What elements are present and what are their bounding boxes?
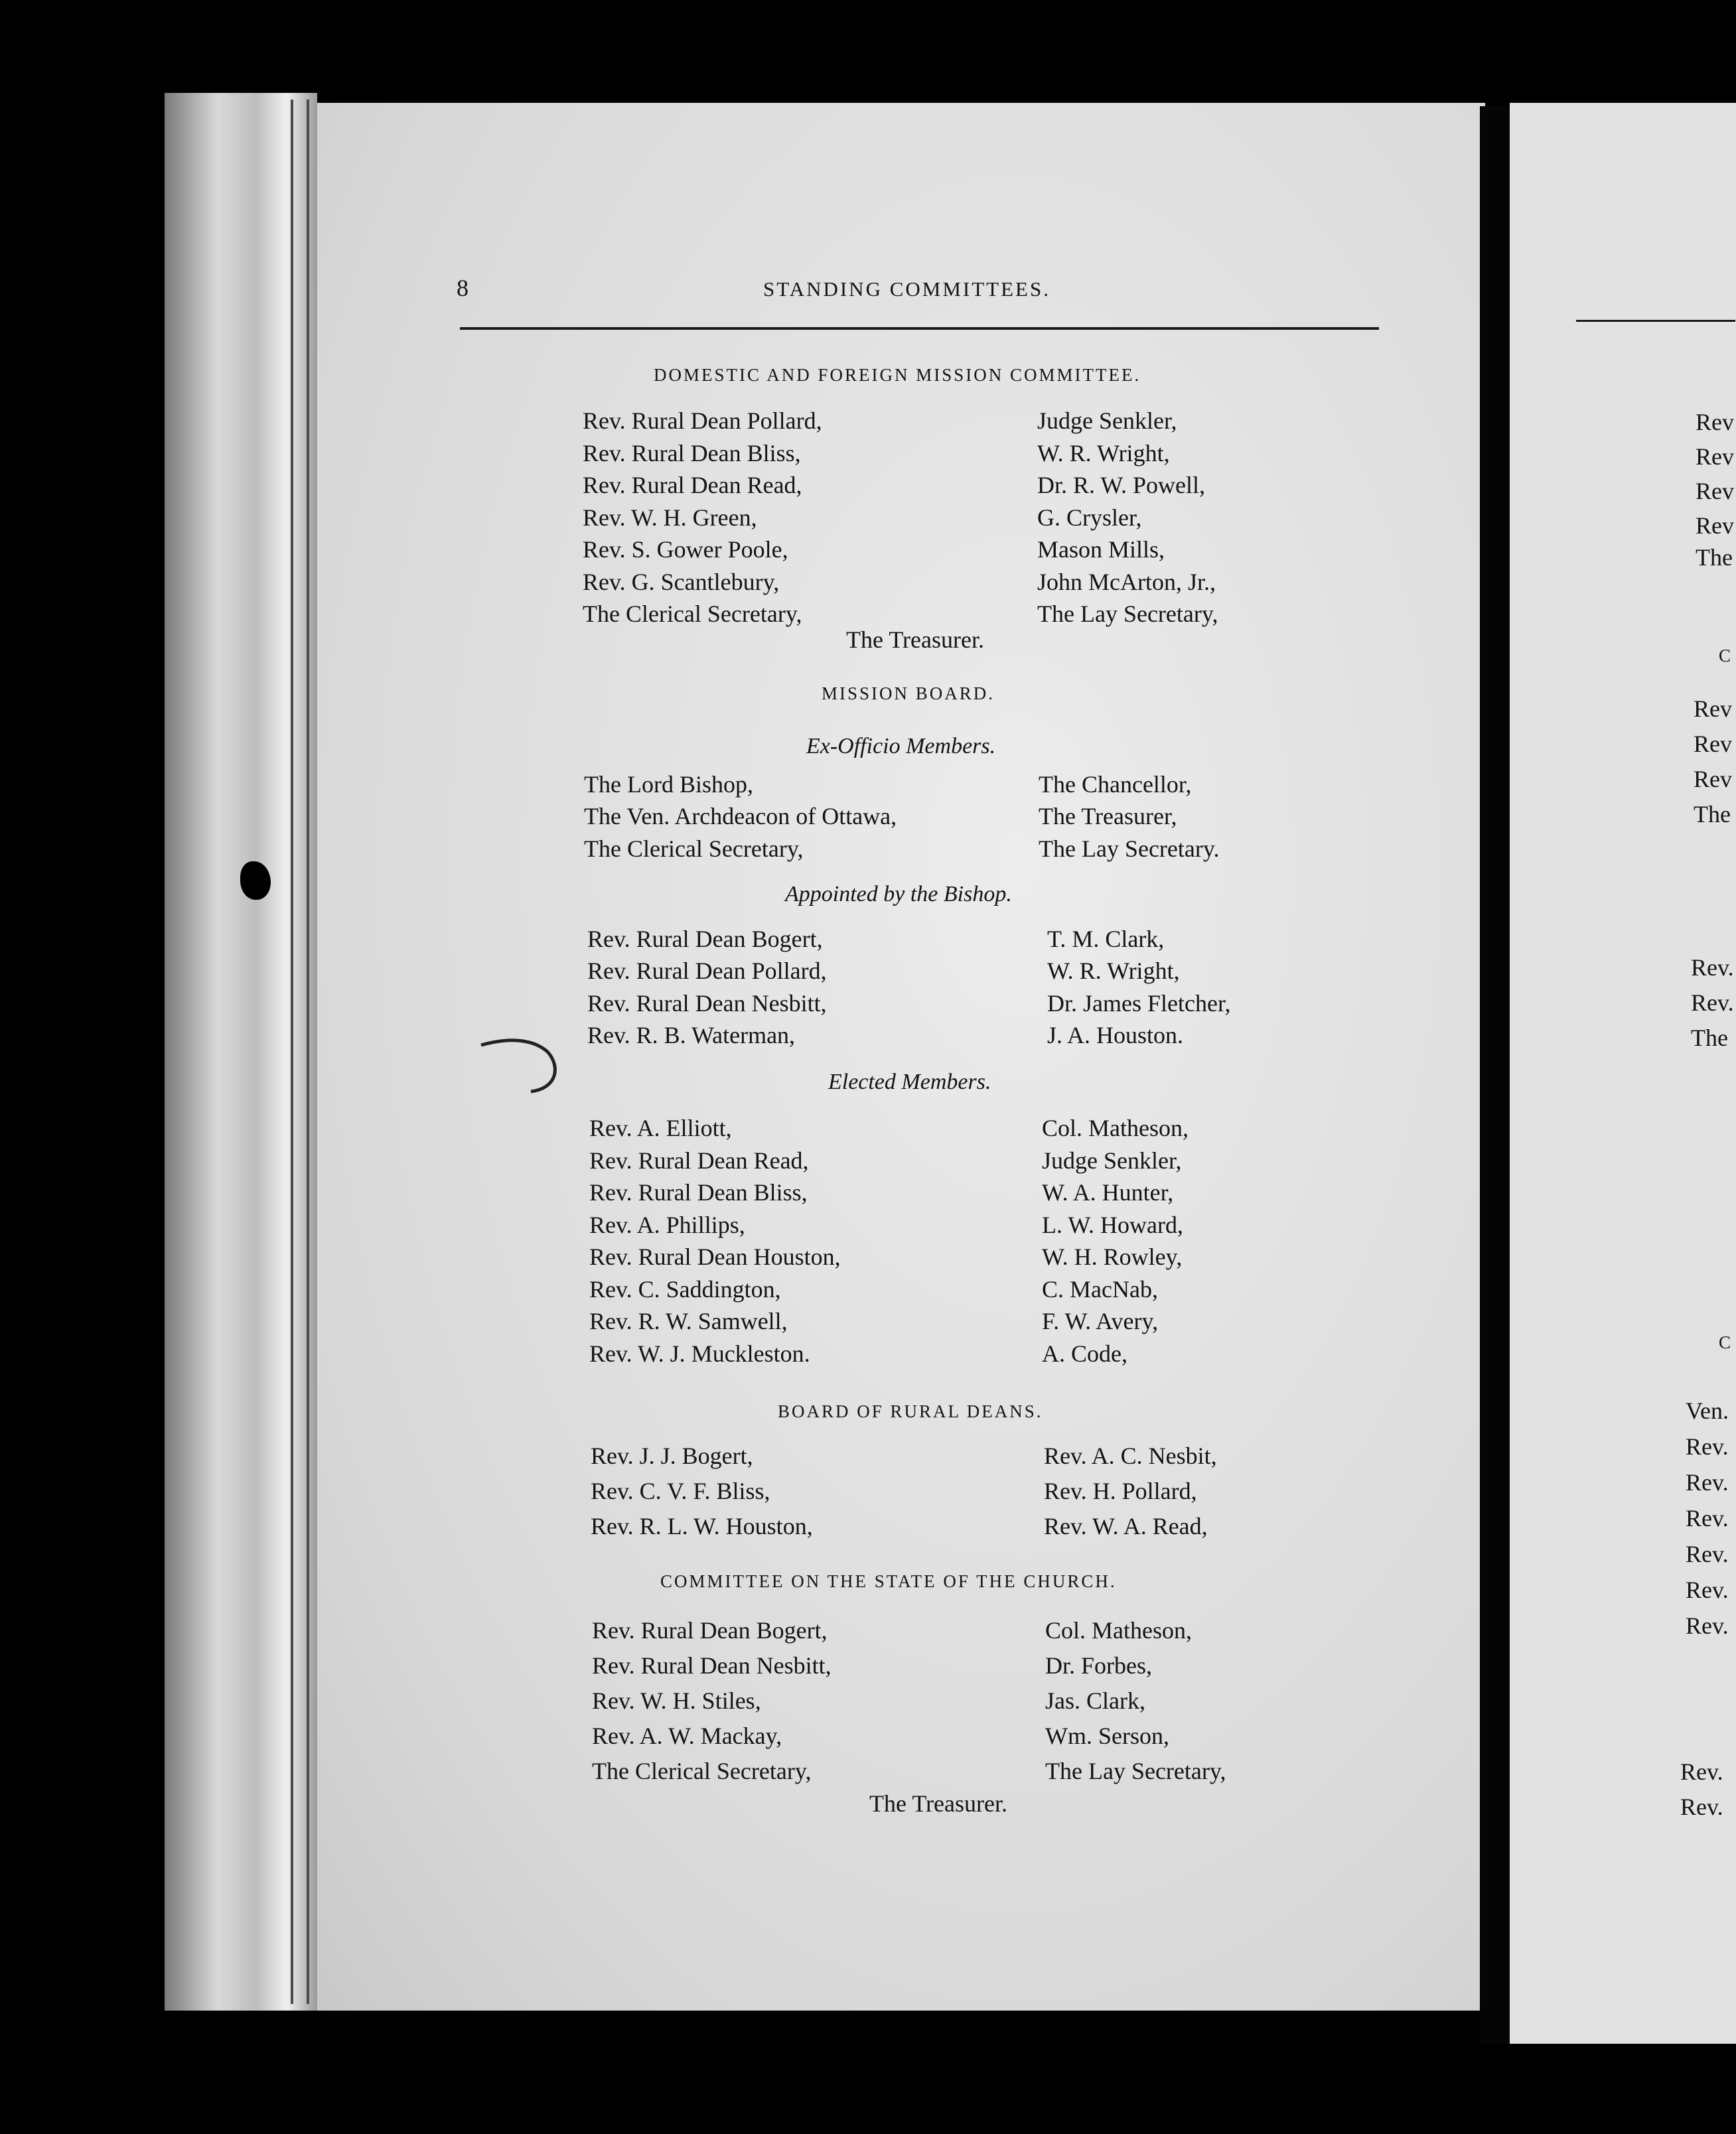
member-left: The Lord Bishop, xyxy=(584,771,753,798)
running-head: STANDING COMMITTEES. xyxy=(763,277,1050,301)
adjacent-text-fragment: Rev. xyxy=(1686,1541,1729,1567)
member-right: Mason Mills, xyxy=(1037,536,1165,563)
adjacent-text-fragment: Rev xyxy=(1696,512,1734,539)
subsection-title: Elected Members. xyxy=(828,1070,991,1094)
member-right: G. Crysler, xyxy=(1037,504,1142,531)
adjacent-text-fragment: Rev. xyxy=(1680,1758,1723,1785)
member-left: Rev. R. W. Samwell, xyxy=(589,1308,788,1334)
member-right: C. MacNab, xyxy=(1042,1276,1158,1303)
member-right: Rev. W. A. Read, xyxy=(1044,1513,1208,1539)
member-right: Dr. R. W. Powell, xyxy=(1037,472,1206,498)
adjacent-text-fragment: Rev xyxy=(1696,409,1734,435)
member-right: J. A. Houston. xyxy=(1047,1022,1184,1048)
subsection-title: Appointed by the Bishop. xyxy=(785,882,1012,906)
member-left: The Clerical Secretary, xyxy=(584,835,804,862)
header-rule xyxy=(460,327,1379,330)
adjacent-text-fragment: Rev. xyxy=(1686,1612,1729,1639)
member-right: The Lay Secretary. xyxy=(1039,835,1220,862)
member-left: Rev. Rural Dean Pollard, xyxy=(583,407,822,434)
member-right: Col. Matheson, xyxy=(1045,1617,1192,1644)
member-right: F. W. Avery, xyxy=(1042,1308,1159,1334)
member-left: Rev. C. V. F. Bliss, xyxy=(591,1478,770,1504)
member-left: Rev. A. Elliott, xyxy=(589,1115,732,1141)
member-right: Rev. H. Pollard, xyxy=(1044,1478,1197,1504)
member-left: Rev. Rural Dean Bliss, xyxy=(583,440,801,466)
member-left: Rev. A. Phillips, xyxy=(589,1212,745,1238)
member-left: Rev. R. L. W. Houston, xyxy=(591,1513,813,1539)
page-edge-line xyxy=(307,100,309,2004)
member-left: Rev. Rural Dean Bogert, xyxy=(592,1617,828,1644)
member-left: Rev. R. B. Waterman, xyxy=(587,1022,796,1048)
adjacent-text-fragment: Rev. xyxy=(1691,989,1734,1016)
book-gutter xyxy=(1480,106,1512,2044)
member-right: Judge Senkler, xyxy=(1037,407,1177,434)
member-left: Rev. Rural Dean Bogert, xyxy=(587,926,823,952)
member-right: W. R. Wright, xyxy=(1037,440,1170,466)
member-left: Rev. A. W. Mackay, xyxy=(592,1723,782,1749)
section-footer: The Treasurer. xyxy=(869,1790,1007,1817)
member-left: Rev. Rural Dean Houston, xyxy=(589,1244,841,1270)
member-left: Rev. Rural Dean Nesbitt, xyxy=(587,990,827,1017)
member-right: Wm. Serson, xyxy=(1045,1723,1169,1749)
member-left: Rev. Rural Dean Read, xyxy=(589,1147,809,1174)
adjacent-page xyxy=(1510,103,1736,2044)
member-right: Judge Senkler, xyxy=(1042,1147,1182,1174)
member-right: A. Code, xyxy=(1042,1340,1127,1367)
member-right: The Chancellor, xyxy=(1039,771,1192,798)
member-left: Rev. Rural Dean Read, xyxy=(583,472,802,498)
member-left: Rev. W. H. Green, xyxy=(583,504,757,531)
adjacent-text-fragment: C xyxy=(1719,1332,1733,1352)
adjacent-text-fragment: Ven. xyxy=(1686,1397,1729,1424)
adjacent-text-fragment: The xyxy=(1691,1025,1728,1051)
adjacent-text-fragment: Rev. xyxy=(1680,1794,1723,1820)
adjacent-text-fragment: Rev. xyxy=(1691,954,1734,981)
member-right: The Treasurer, xyxy=(1039,803,1177,829)
member-left: The Clerical Secretary, xyxy=(583,601,802,627)
member-left: Rev. Rural Dean Bliss, xyxy=(589,1179,808,1206)
page-edge-stack xyxy=(165,93,317,2011)
member-right: The Lay Secretary, xyxy=(1037,601,1218,627)
section-title-board-of-rural-deans: BOARD OF RURAL DEANS. xyxy=(778,1401,1043,1421)
member-left: The Ven. Archdeacon of Ottawa, xyxy=(584,803,897,829)
section-title-mission-board: MISSION BOARD. xyxy=(822,683,995,703)
member-right: Jas. Clark, xyxy=(1045,1687,1145,1714)
member-left: Rev. W. J. Muckleston. xyxy=(589,1340,810,1367)
adjacent-text-fragment: Rev xyxy=(1694,695,1732,722)
member-right: Rev. A. C. Nesbit, xyxy=(1044,1443,1217,1469)
member-left: Rev. Rural Dean Nesbitt, xyxy=(592,1652,832,1679)
section-title-state-of-the-church: COMMITTEE ON THE STATE OF THE CHURCH. xyxy=(660,1571,1117,1591)
adjacent-text-fragment: C xyxy=(1719,646,1733,666)
member-left: Rev. G. Scantlebury, xyxy=(583,569,780,595)
member-left: Rev. Rural Dean Pollard, xyxy=(587,958,827,984)
adjacent-text-fragment: Rev xyxy=(1696,478,1734,504)
member-right: W. H. Rowley, xyxy=(1042,1244,1183,1270)
member-right: John McArton, Jr., xyxy=(1037,569,1216,595)
member-right: L. W. Howard, xyxy=(1042,1212,1183,1238)
page-edge-line xyxy=(291,100,293,2004)
member-right: T. M. Clark, xyxy=(1047,926,1165,952)
adjacent-text-fragment: The xyxy=(1694,801,1731,827)
section-footer: The Treasurer. xyxy=(846,626,984,653)
member-right: The Lay Secretary, xyxy=(1045,1758,1226,1784)
page-number: 8 xyxy=(457,275,470,301)
member-left: Rev. S. Gower Poole, xyxy=(583,536,788,563)
member-left: Rev. W. H. Stiles, xyxy=(592,1687,761,1714)
adjacent-text-fragment: Rev xyxy=(1694,766,1732,792)
section-title-domestic-foreign-mission: DOMESTIC AND FOREIGN MISSION COMMITTEE. xyxy=(654,365,1141,385)
member-right: Dr. James Fletcher, xyxy=(1047,990,1231,1017)
adjacent-text-fragment: Rev. xyxy=(1686,1469,1729,1496)
adjacent-text-fragment: Rev. xyxy=(1686,1433,1729,1460)
member-right: W. R. Wright, xyxy=(1047,958,1180,984)
subsection-title: Ex-Officio Members. xyxy=(806,734,996,758)
member-left: The Clerical Secretary, xyxy=(592,1758,812,1784)
handwritten-bracket-mark xyxy=(478,1025,571,1105)
adjacent-text-fragment: Rev. xyxy=(1686,1505,1729,1531)
adjacent-text-fragment: Rev xyxy=(1696,443,1734,470)
adjacent-text-fragment: The xyxy=(1696,544,1733,571)
adjacent-text-fragment: Rev. xyxy=(1686,1577,1729,1603)
adjacent-header-rule xyxy=(1576,320,1735,322)
member-right: Col. Matheson, xyxy=(1042,1115,1189,1141)
member-left: Rev. C. Saddington, xyxy=(589,1276,781,1303)
adjacent-text-fragment: Rev xyxy=(1694,731,1732,757)
member-right: W. A. Hunter, xyxy=(1042,1179,1174,1206)
member-left: Rev. J. J. Bogert, xyxy=(591,1443,753,1469)
member-right: Dr. Forbes, xyxy=(1045,1652,1152,1679)
